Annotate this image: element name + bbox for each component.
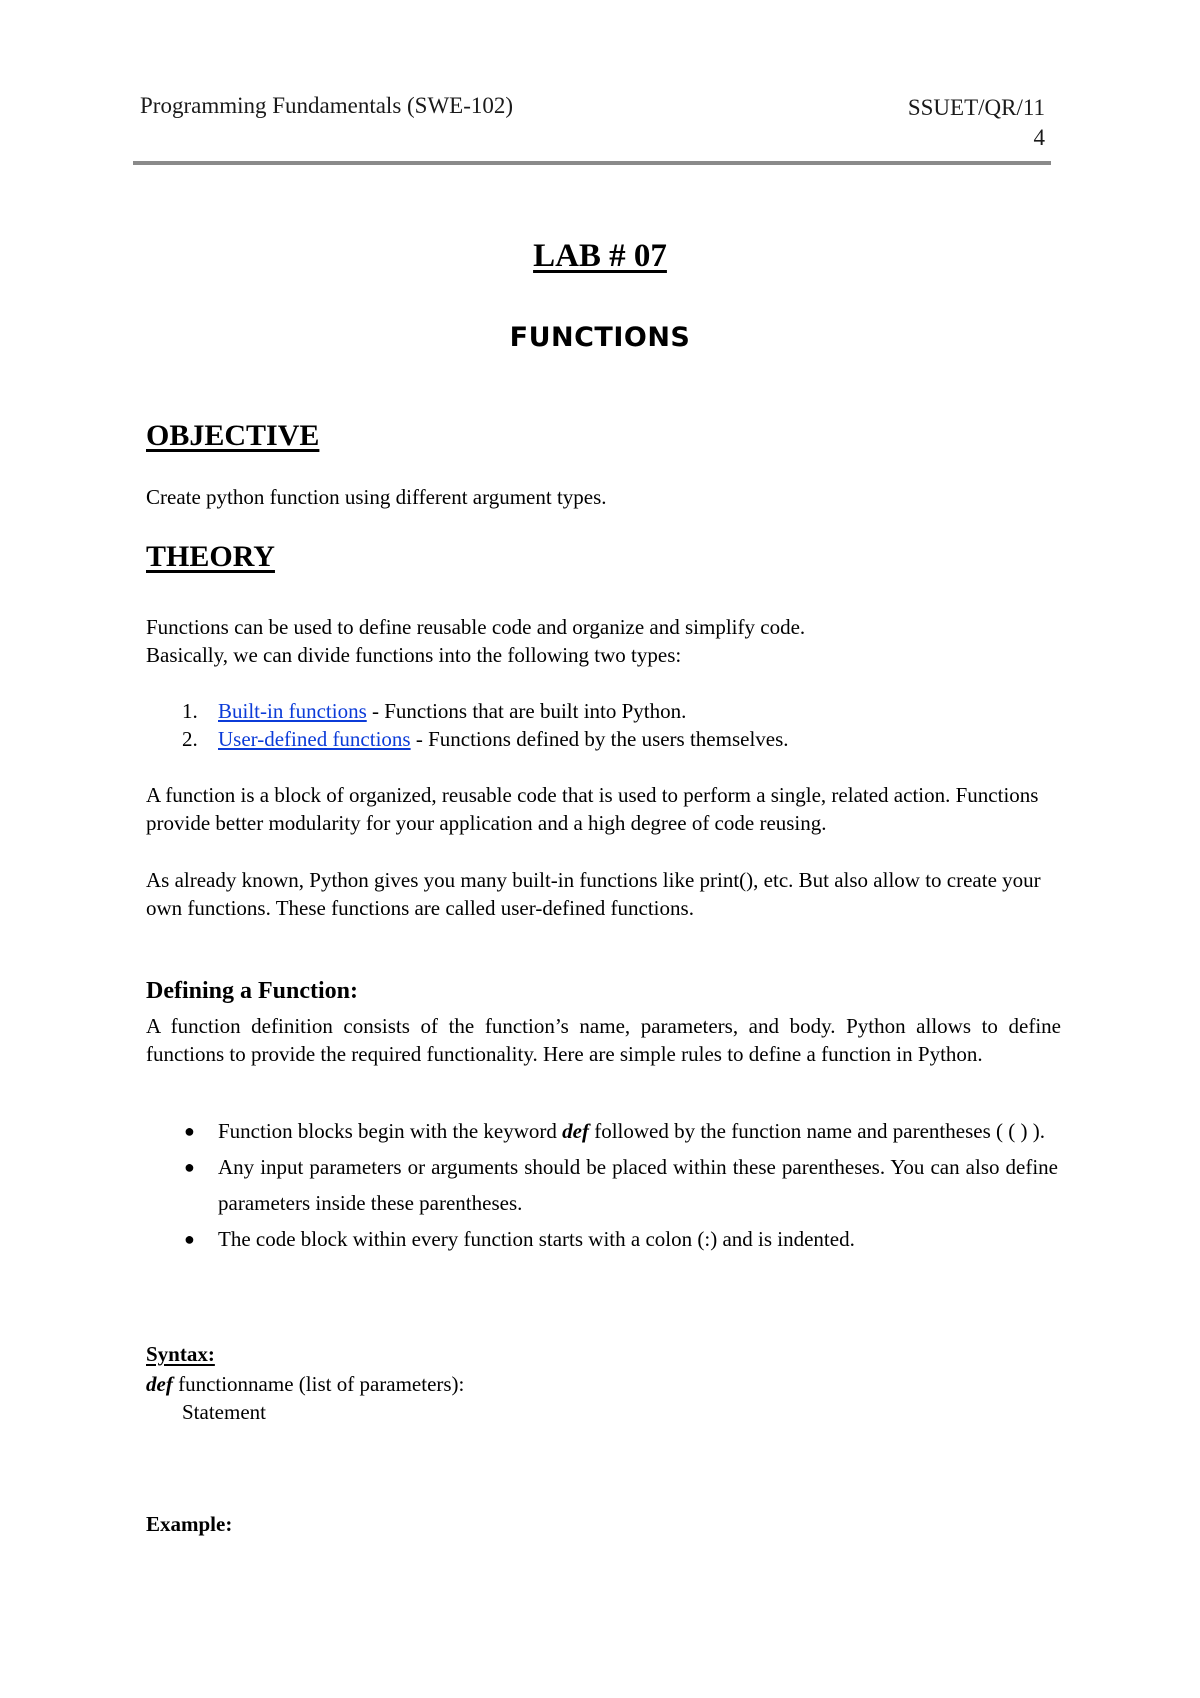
syntax-signature (146, 1370, 464, 1398)
syntax-signature-text: functionname (list of parameters): (172, 1372, 465, 1396)
rule-text: The code block within every function starts with a colon (:) and is indented. (218, 1227, 855, 1251)
theory-paragraph-2: As already known, Python gives you many built-in functions like print(), etc. But also allow to create your own functions. These functions are called user-defined functions. (146, 868, 1041, 920)
list-number: 2. (182, 727, 198, 751)
list-item (146, 1221, 1058, 1257)
objective-text: Create python function using different argument types. (146, 485, 607, 509)
syntax-body: Statement (182, 1400, 266, 1424)
lab-title: LAB # 07 (533, 238, 667, 274)
defining-function-paragraph: A function definition consists of the function’s name, parameters, and body. Python allows to define functions to provide the required functionality. Here are simple rules to define a function in Python. (146, 1014, 1061, 1066)
example-label: Example: (146, 1512, 233, 1536)
rule-text: followed by the function name and parentheses ( ( ) ). (588, 1119, 1045, 1143)
list-item (146, 725, 789, 753)
objective-heading: OBJECTIVE (146, 419, 320, 452)
lab-subtitle: FUNCTIONS (509, 322, 691, 353)
list-item (146, 697, 789, 725)
header-doc-code: SSUET/QR/11 4 (907, 95, 1045, 150)
list-item (146, 1113, 1058, 1149)
theory-intro-line2: Basically, we can divide functions into the following two types: (146, 643, 682, 667)
defining-function-heading: Defining a Function: (146, 978, 359, 1004)
rule-text: Function blocks begin with the keyword (218, 1119, 563, 1143)
bullet-icon: ● (184, 1157, 195, 1177)
list-item-text: - Functions that are built into Python. (366, 699, 687, 723)
theory-heading: THEORY (146, 540, 275, 573)
builtin-functions-link[interactable]: Built-in functions (218, 699, 367, 723)
function-types-list (146, 697, 789, 753)
theory-paragraph-1: A function is a block of organized, reusable code that is used to perform a single, related action. Functions provide better modularity for your application and a high degree of code reusing. (146, 783, 1039, 835)
syntax-label: Syntax: (146, 1342, 215, 1366)
bullet-icon: ● (184, 1229, 195, 1249)
user-defined-functions-link[interactable]: User-defined functions (218, 727, 411, 751)
rules-list (146, 1113, 1058, 1257)
list-item-text: - Functions defined by the users themselves. (410, 727, 789, 751)
list-number: 1. (182, 699, 198, 723)
def-keyword: def (562, 1119, 589, 1143)
rule-text: Any input parameters or arguments should be placed within these parentheses. You can also define parameters inside these parentheses. (218, 1155, 1058, 1215)
bullet-icon: ● (184, 1121, 195, 1141)
header-divider (133, 161, 1051, 165)
header-course-title: Programming Fundamentals (SWE-102) (140, 93, 514, 118)
def-keyword: def (146, 1372, 173, 1396)
theory-intro-line1: Functions can be used to define reusable code and organize and simplify code. (146, 615, 806, 639)
list-item (146, 1149, 1058, 1221)
